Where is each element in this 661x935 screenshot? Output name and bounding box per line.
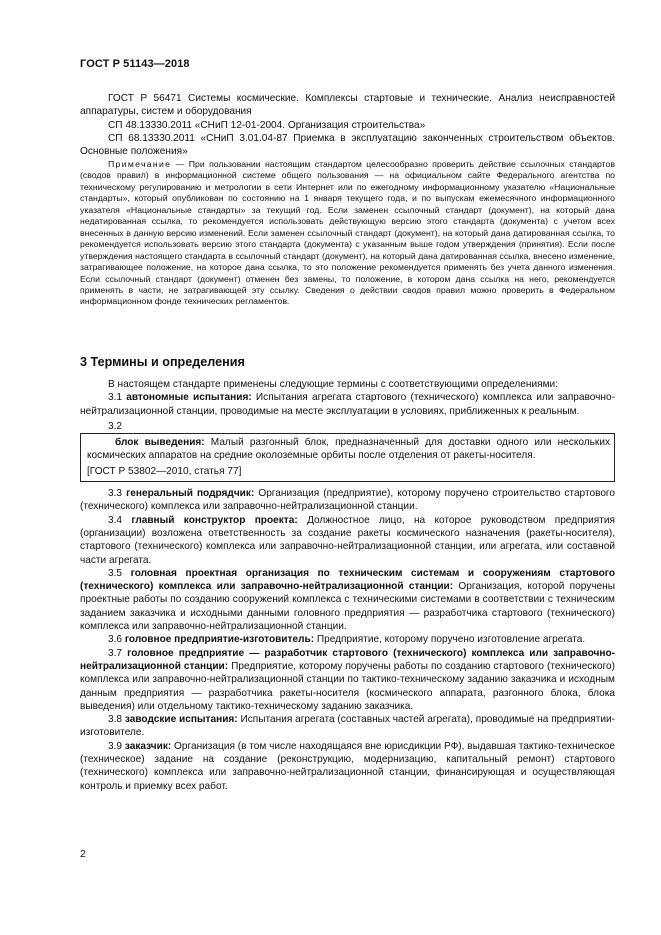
reference-item: СП 48.13330.2011 «СНиП 12-01-2004. Организация строительства» xyxy=(108,119,426,131)
term-entry: 3.5 головная проектная организация по техническим системам и сооружениям стартового (технического) комплекса или заправочно-нейтрализационной станции: Организация, которой поручены проектные работы по созданию сооружений комплекса с техническими системами в соответствии с техническим заданием заказчика и исходными данными головного предприятия — разработчика стартового (технического) комплекса или заправочно-нейтрализационной станции. xyxy=(80,567,615,633)
term-source-reference: [ГОСТ Р 53802—2010, статья 77] xyxy=(87,465,242,477)
page-number: 2 xyxy=(80,848,86,860)
section-intro: В настоящем стандарте применены следующие термины с соответствующими определениями: xyxy=(108,379,558,390)
term-entry xyxy=(87,436,610,463)
term-definition: Организация (в том числе находящаяся вне юрисдикции РФ), выдавшая тактико-техническое (техническое) задание на создание (реконструкцию, модернизацию, капитальный ремонт) стартового (технического) комплекса или заправочно-нейтрализационной станции, финансирующая и осуществляющая контроль и приемку всех работ. xyxy=(80,740,615,792)
term-definition: Малый разгонный блок, предназначенный для доставки одного или нескольких космических аппаратов на средние околоземные орбиты после отделения от ракеты-носителя. xyxy=(87,437,611,462)
note-label: Примечание xyxy=(108,159,172,169)
term-name: заводские испытания: xyxy=(124,714,238,726)
term-number: 3.2 xyxy=(108,420,123,432)
term-entry: 3.9 заказчик: Организация (в том числе находящаяся вне юрисдикции РФ), выдавшая тактико-техническое (техническое) задание на создание (реконструкцию, модернизацию, капитальный ремонт) стартового (технического) комплекса или заправочно-нейтрализационной станции, финансирующая и осуществляющая контроль и приемку всех работ. xyxy=(80,740,615,792)
term-definition: Испытания агрегата (составных частей агрегата), проводимые на предприятии-изготовителе. xyxy=(80,714,616,739)
reference-item: ГОСТ Р 56471 Системы космические. Комплексы стартовые и технические. Анализ неисправностей аппаратуры, систем и оборудования xyxy=(80,93,615,118)
term-definition: Должностное лицо, на которое руководством предприятия (организации) возложена ответственность за создание ракеты космического назначения (ракеты-носителя), стартового (технического) комплекса или заправочно-нейтрализационной станции, или агрегата, или составной части агрегата. xyxy=(80,514,615,566)
terms-block xyxy=(80,378,615,793)
term-definition: Организация, которой поручены проектные работы по созданию сооружений комплекса с техническими системами в соответствии с техническим заданием заказчика и исходными данными головного предприятия — разработчика стартового (технического) комплекса или заправочно-нейтрализационной станции. xyxy=(80,581,615,633)
term-name: заказчик: xyxy=(124,740,172,752)
term-definition: Испытания агрегата стартового (технического) комплекса или заправочно-нейтрализационной станции, проводимые на месте эксплуатации в условиях, приближенных к реальным. xyxy=(80,392,615,417)
term-definition: Предприятие, которому поручено изготовление агрегата. xyxy=(314,634,586,646)
term-name: головное предприятие-изготовитель: xyxy=(124,634,315,646)
note-text: — При пользовании настоящим стандартом целесообразно проверить действие ссылочных стандартов (сводов правил) в информационной системе общего пользования — на официальном сайте Федерального агентства по техническому регулированию и метрологии в сети Интернет или по ежегодному информационному указателю «Национальные стандарты», который опубликован по состоянию на 1 января текущего года, и по выпускам ежемесячного информационного указателя «Национальные стандарты» за текущий год. Если заменен ссылочный стандарт (документ), на который дана недатированная ссылка, то рекомендуется использовать действующую версию этого стандарта (документа) с учетом всех внесенных в данную версию изменений. Если заменен ссылочный стандарт (документ), на который дана датированная ссылка, то рекомендуется использовать версию этого стандарта (документа) с указанным выше годом утверждения (принятия). Если после утверждения настоящего стандарта в ссылочный стандарт (документ), на который дана датированная ссылка, внесено изменение, затрагивающее положение, на которое дана ссылка, то это положение рекомендуется применять без учета данного изменения. Если ссылочный стандарт (документ) отменен без замены, то положение, в котором дана ссылка на него, рекомендуется применять в части, не затрагивающей эту ссылку. Сведения о действии сводов правил можно проверить в Федеральном информационном фонде технических регламентов. xyxy=(80,159,615,307)
term-entry: 3.8 заводские испытания: Испытания агрегата (составных частей агрегата), проводимые на предприятии-изготовителе. xyxy=(80,714,616,739)
term-entry: 3.3 генеральный подрядчик: Организация (предприятие), которому поручено строительство стартового (технического) комплекса или заправочно-нейтрализационной станции. xyxy=(80,488,616,513)
section-title: 3 Термины и определения xyxy=(80,355,245,369)
term-definition: Предприятие, которому поручены работы по созданию стартового (технического) комплекса или заправочно-нейтрализационной станции по тактико-техническому заданию заказчика и исходным данным предприятия — разработчика ракеты-носителя (космического аппарата, разгонного блока, блока выведения) или отдельному тактико-техническому заданию заказчика. xyxy=(80,660,615,712)
term-name: генеральный подрядчик: xyxy=(126,488,255,500)
term-entry: 3.6 головное предприятие-изготовитель: Предприятие, которому поручено изготовление агрегата. xyxy=(108,634,586,646)
term-number: 3.1 xyxy=(108,392,127,404)
term-name: головное предприятие — разработчик стартового (технического) комплекса или заправочно-нейтрализационной станции: xyxy=(80,647,616,672)
term-entry: 3.4 главный конструктор проекта: Должностное лицо, на которое руководством предприятия (организации) возложена ответственность за создание ракеты космического назначения (ракеты-носителя), стартового (технического) комплекса или заправочно-нейтрализационной станции, или агрегата, или составной части агрегата. xyxy=(80,514,615,566)
term-box xyxy=(80,433,615,482)
term-name: блок выведения: xyxy=(115,437,205,449)
reference-item: СП 68.13330.2011 «СНиП 3.01.04-87 Приемка в эксплуатацию законченных строительством объектов. Основные положения» xyxy=(80,132,615,158)
note-block xyxy=(80,159,615,308)
term-definition: Организация (предприятие), которому поручено строительство стартового (технического) комплекса или заправочно-нейтрализационной станции. xyxy=(80,488,616,513)
term-name: главный конструктор проекта: xyxy=(131,514,298,526)
term-entry: 3.7 головное предприятие — разработчик стартового (технического) комплекса или заправочно-нейтрализационной станции: Предприятие, которому поручены работы по созданию стартового (технического) комплекса или заправочно-нейтрализационной станции по тактико-техническому заданию заказчика и исходным данным предприятия — разработчика ракеты-носителя (космического аппарата, разгонного блока, блока выведения) или отдельному тактико-техническому заданию заказчика. xyxy=(80,647,616,712)
term-name: головная проектная организация по техническим системам и сооружениям стартового (технического) комплекса или заправочно-нейтрализационной станции: xyxy=(80,567,615,593)
references-block xyxy=(80,92,615,158)
section-terms xyxy=(80,354,615,370)
term-entry xyxy=(80,391,615,418)
standard-code-header: ГОСТ Р 51143—2018 xyxy=(80,58,190,70)
term-name: автономные испытания: xyxy=(126,392,252,404)
